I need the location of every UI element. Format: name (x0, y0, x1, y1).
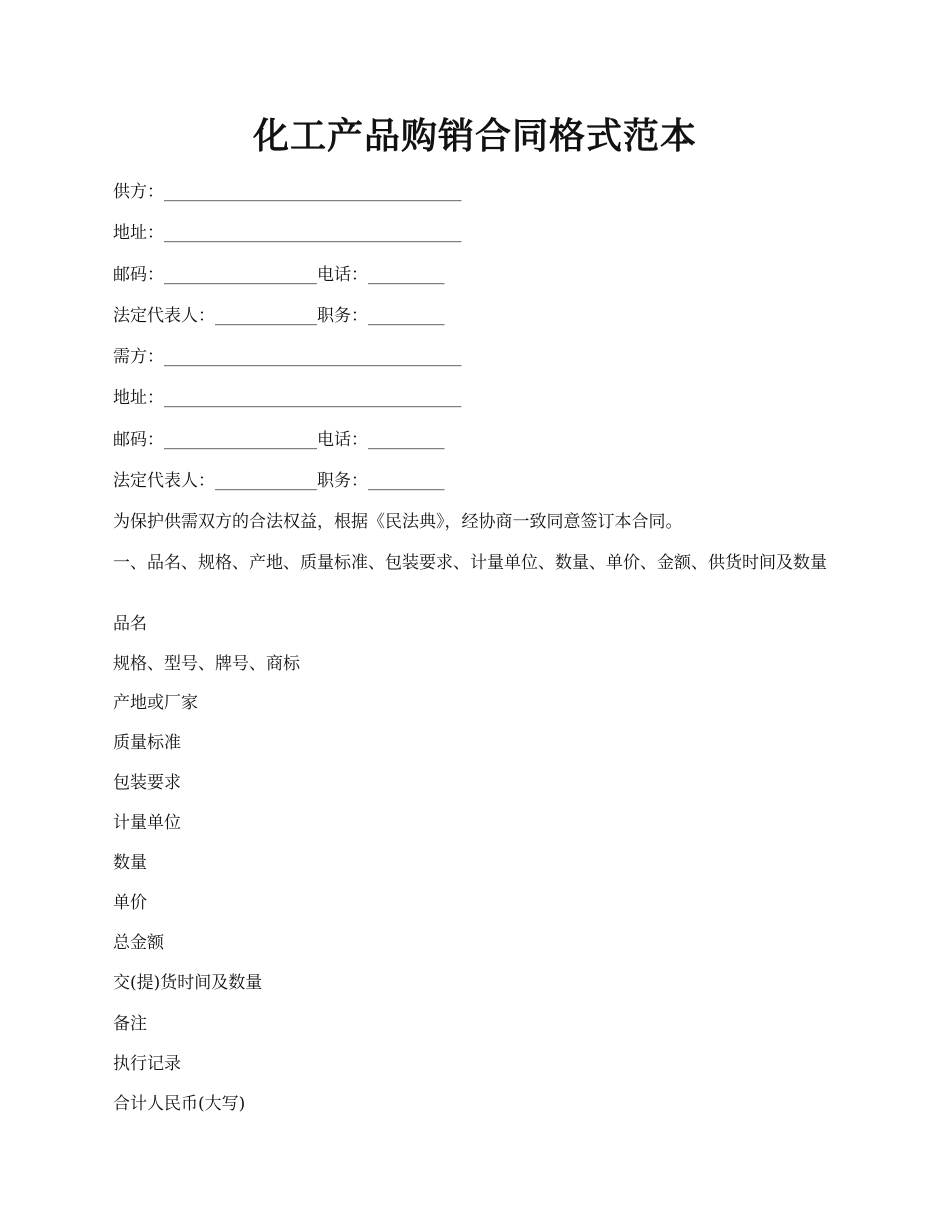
list-item: 产地或厂家 (113, 693, 198, 713)
list-item: 品名 (113, 614, 147, 634)
section-heading: 一、品名、规格、产地、质量标准、包装要求、计量单位、数量、单价、金额、供货时间及数量 (113, 553, 827, 573)
document-title: 化工产品购销合同格式范本 (252, 115, 697, 157)
list-item: 备注 (113, 1014, 147, 1034)
list-item: 交(提)货时间及数量 (113, 973, 263, 993)
buyer-legal-rep-line: 法定代表人：____________职务：_________ (113, 471, 445, 491)
list-item: 计量单位 (113, 813, 181, 833)
list-item: 单价 (113, 893, 147, 913)
list-item: 总金额 (113, 933, 164, 953)
supplier-legal-rep-line: 法定代表人：____________职务：_________ (113, 306, 445, 326)
list-item: 数量 (113, 853, 147, 873)
buyer-postcode-phone-line: 邮码：__________________电话：_________ (113, 430, 445, 450)
buyer-address-line: 地址：___________________________________ (113, 388, 462, 408)
list-item: 合计人民币(大写) (113, 1094, 246, 1114)
list-item: 规格、型号、牌号、商标 (113, 654, 300, 674)
list-item: 执行记录 (113, 1054, 181, 1074)
list-item: 质量标准 (113, 733, 181, 753)
supplier-postcode-phone-line: 邮码：__________________电话：_________ (113, 265, 445, 285)
supplier-name-line: 供方：___________________________________ (113, 182, 462, 202)
contract-purpose-text: 为保护供需双方的合法权益，根据《民法典》，经协商一致同意签订本合同。 (113, 512, 683, 532)
list-item: 包装要求 (113, 773, 181, 793)
supplier-address-line: 地址：___________________________________ (113, 223, 462, 243)
buyer-name-line: 需方：___________________________________ (113, 347, 462, 367)
